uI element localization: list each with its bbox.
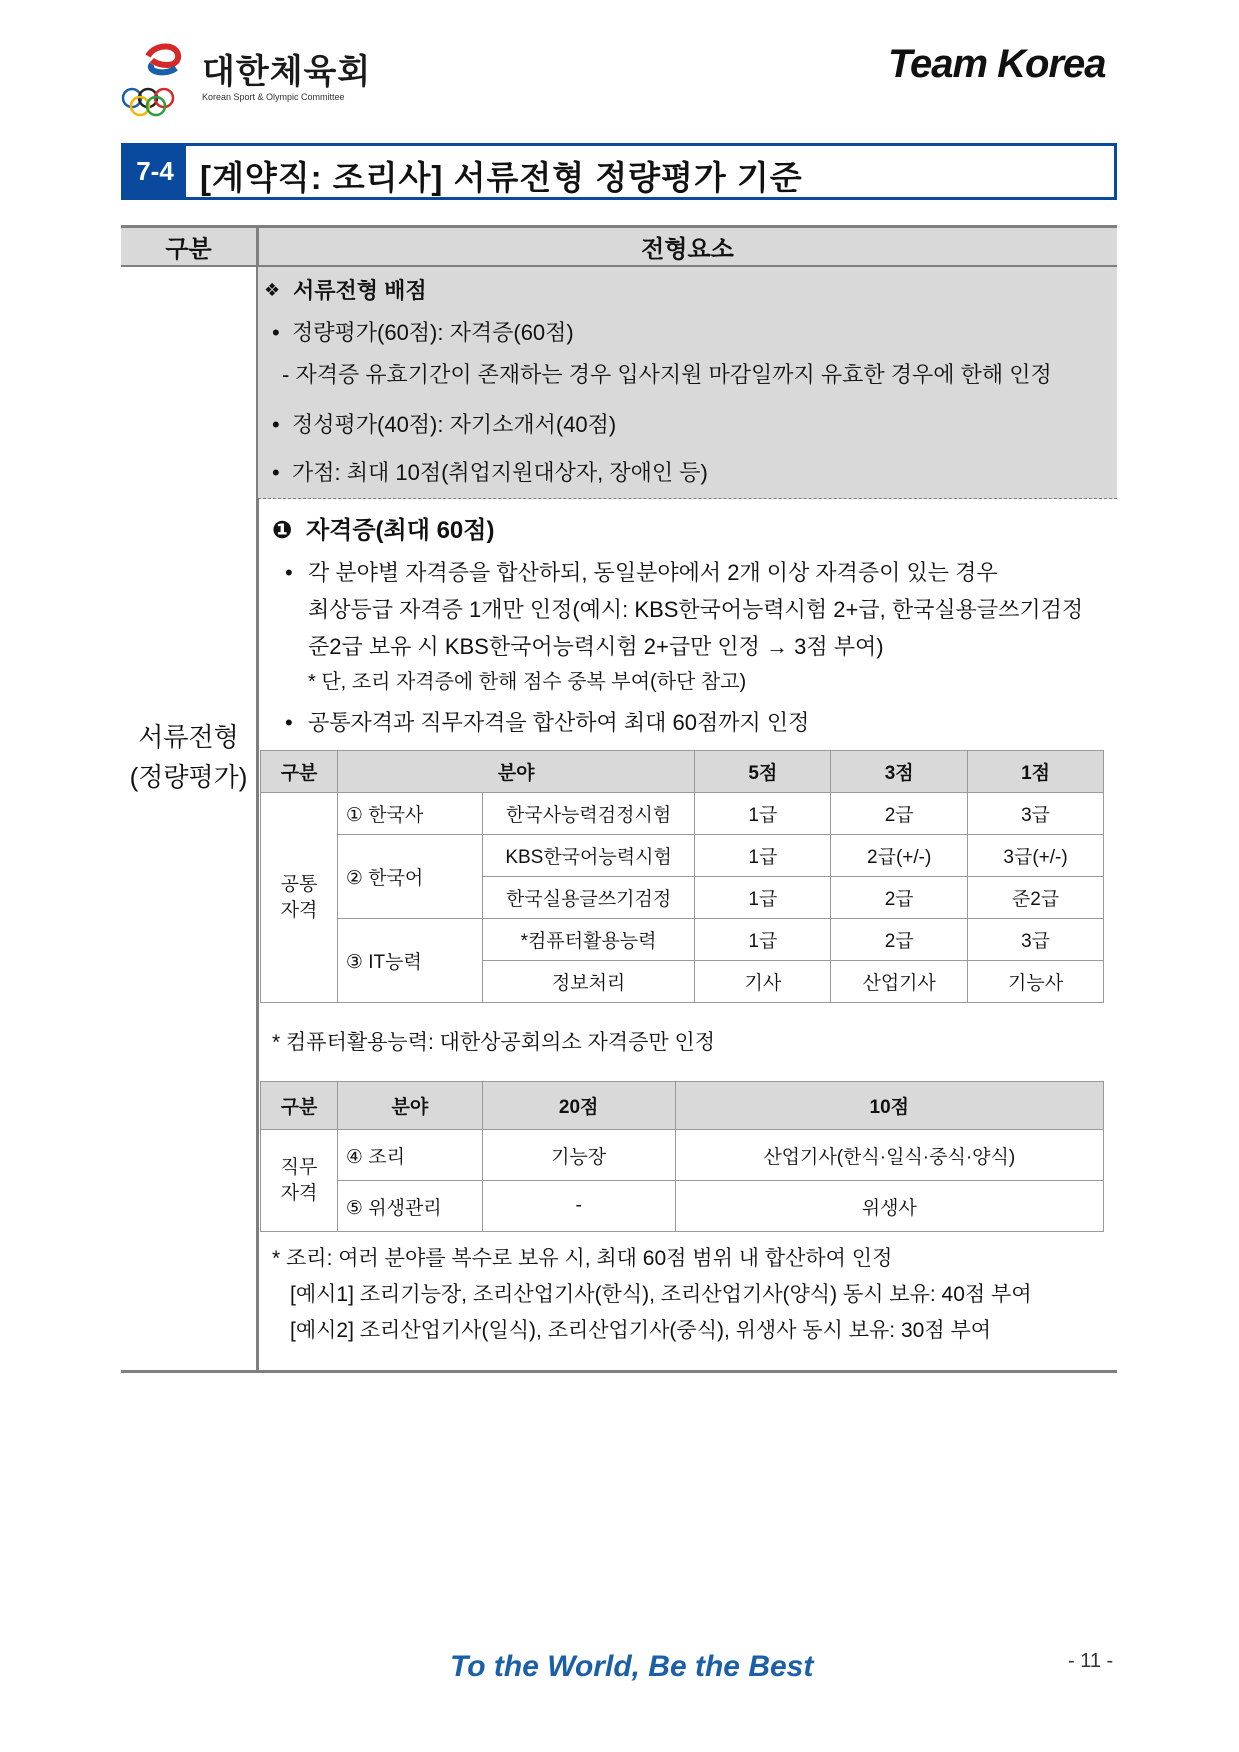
table-header-row <box>261 1082 1104 1130</box>
score-cell: 2급(+/-) <box>831 835 968 877</box>
score-cell: 2급 <box>831 919 968 961</box>
cert-cell: 정보처리 <box>482 961 695 1003</box>
table-row <box>261 919 1104 961</box>
org-name-en: Korean Sport & Olympic Committee <box>202 92 345 102</box>
score-cell: - <box>482 1181 675 1232</box>
bullet-icon: • <box>285 560 293 585</box>
table-row <box>261 835 1104 877</box>
group-label-job: 직무 자격 <box>261 1130 338 1232</box>
score-cell: 3급 <box>968 793 1104 835</box>
diamond-bullet-icon: ❖ <box>264 280 281 300</box>
header-elements: 전형요소 <box>641 236 734 263</box>
score-cell: 1급 <box>695 835 831 877</box>
col-field: 분야 <box>337 1082 482 1130</box>
score-cell: 산업기사(한식·일식·중식·양식) <box>675 1130 1103 1181</box>
cert-cell: KBS한국어능력시험 <box>482 835 695 877</box>
score-cell: 산업기사 <box>831 961 968 1003</box>
header-category: 구분 <box>165 236 212 263</box>
scoring-item-2: 정성평가(40점): 자기소개서(40점) <box>292 412 617 437</box>
score-cell: 기사 <box>695 961 831 1003</box>
section-number: 7-4 <box>124 146 186 197</box>
field-cell: ① 한국사 <box>337 793 482 835</box>
field-cell: ③ IT능력 <box>337 919 482 1003</box>
olympic-rings-icon <box>118 38 198 118</box>
score-cell: 준2급 <box>968 877 1104 919</box>
score-cell: 1급 <box>695 877 831 919</box>
scoring-heading: 서류전형 배점 <box>293 278 427 303</box>
table-row <box>261 1130 1104 1181</box>
score-cell: 3급 <box>968 919 1104 961</box>
col-5pt: 5점 <box>695 751 831 793</box>
cert-bullet-1-line-2: 최상등급 자격증 1개만 인정(예시: KBS한국어능력시험 2+급, 한국실용글쓰기검정 <box>308 597 1084 622</box>
row-label-2: (정량평가) <box>129 762 248 792</box>
bullet-icon: • <box>272 460 280 485</box>
page-number: - 11 - <box>1068 1650 1114 1672</box>
bullet-icon: • <box>272 412 280 437</box>
main-table-bottom-border <box>121 1370 1117 1373</box>
main-table-header <box>121 225 1117 267</box>
score-cell: 기능사 <box>968 961 1104 1003</box>
scoring-item-3: 가점: 최대 10점(취업지원대상자, 장애인 등) <box>292 460 708 485</box>
score-cell: 위생사 <box>675 1181 1103 1232</box>
col-category: 구분 <box>261 1082 338 1130</box>
score-cell: 1급 <box>695 793 831 835</box>
group-label-common: 공통 자격 <box>261 793 338 1003</box>
cert-cell: 한국실용글쓰기검정 <box>482 877 695 919</box>
field-cell: ② 한국어 <box>337 835 482 919</box>
section-title-box <box>121 143 1117 200</box>
col-20pt: 20점 <box>482 1082 675 1130</box>
bullet-icon: • <box>272 320 280 345</box>
cert-bullet-1-note: * 단, 조리 자격증에 한해 점수 중복 부여(하단 참고) <box>308 671 747 693</box>
score-cell: 2급 <box>831 877 968 919</box>
table-header-row <box>261 751 1104 793</box>
org-name-ko: 대한체육회 <box>202 53 372 91</box>
table-row <box>261 1181 1104 1232</box>
score-cell: 1급 <box>695 919 831 961</box>
scoring-item-1: 정량평가(60점): 자격증(60점) <box>292 320 574 345</box>
table-row <box>261 793 1104 835</box>
col-3pt: 3점 <box>831 751 968 793</box>
score-cell: 기능장 <box>482 1130 675 1181</box>
col-category: 구분 <box>261 751 338 793</box>
cert-cell: *컴퓨터활용능력 <box>482 919 695 961</box>
row-label-1: 서류전형 <box>138 722 239 752</box>
cert-cell: 한국사능력검정시험 <box>482 793 695 835</box>
team-korea-logo: Team Korea <box>888 42 1106 86</box>
field-cell: ⑤ 위생관리 <box>337 1181 482 1232</box>
score-cell: 2급 <box>831 793 968 835</box>
number-one-icon: ❶ <box>272 517 293 544</box>
cert-heading: 자격증(최대 60점) <box>306 517 495 544</box>
cert-bullet-1-line-3: 준2급 보유 시 KBS한국어능력시험 2+급만 인정 → 3점 부여) <box>308 634 884 659</box>
cert-bullet-2: 공통자격과 직무자격을 합산하여 최대 60점까지 인정 <box>308 710 810 735</box>
scoring-item-1-note: - 자격증 유효기간이 존재하는 경우 입사지원 마감일까지 유효한 경우에 한해 인정 <box>282 362 1052 387</box>
job-note-example-2: [예시2] 조리산업기사(일식), 조리산업기사(중식), 위생사 동시 보유: 30점 부여 <box>290 1319 992 1342</box>
bullet-icon: • <box>285 710 293 735</box>
score-cell: 3급(+/-) <box>968 835 1104 877</box>
ksoc-logo <box>118 38 378 118</box>
col-1pt: 1점 <box>968 751 1104 793</box>
field-cell: ④ 조리 <box>337 1130 482 1181</box>
col-10pt: 10점 <box>675 1082 1103 1130</box>
footer-slogan: To the World, Be the Best <box>450 1650 814 1683</box>
col-field: 분야 <box>337 751 695 793</box>
job-note-example-1: [예시1] 조리기능장, 조리산업기사(한식), 조리산업기사(양식) 동시 보유: 40점 부여 <box>290 1283 1032 1306</box>
common-table-footnote: * 컴퓨터활용능력: 대한상공회의소 자격증만 인정 <box>272 1031 716 1054</box>
section-title: [계약직: 조리사] 서류전형 정량평가 기준 <box>200 159 803 196</box>
cert-bullet-1-line-1: 각 분야별 자격증을 합산하되, 동일분야에서 2개 이상 자격증이 있는 경우 <box>308 560 998 585</box>
job-cert-table <box>260 1081 1104 1232</box>
common-cert-table <box>260 750 1104 1003</box>
job-note-1: * 조리: 여러 분야를 복수로 보유 시, 최대 60점 범위 내 합산하여 인정 <box>272 1247 893 1270</box>
